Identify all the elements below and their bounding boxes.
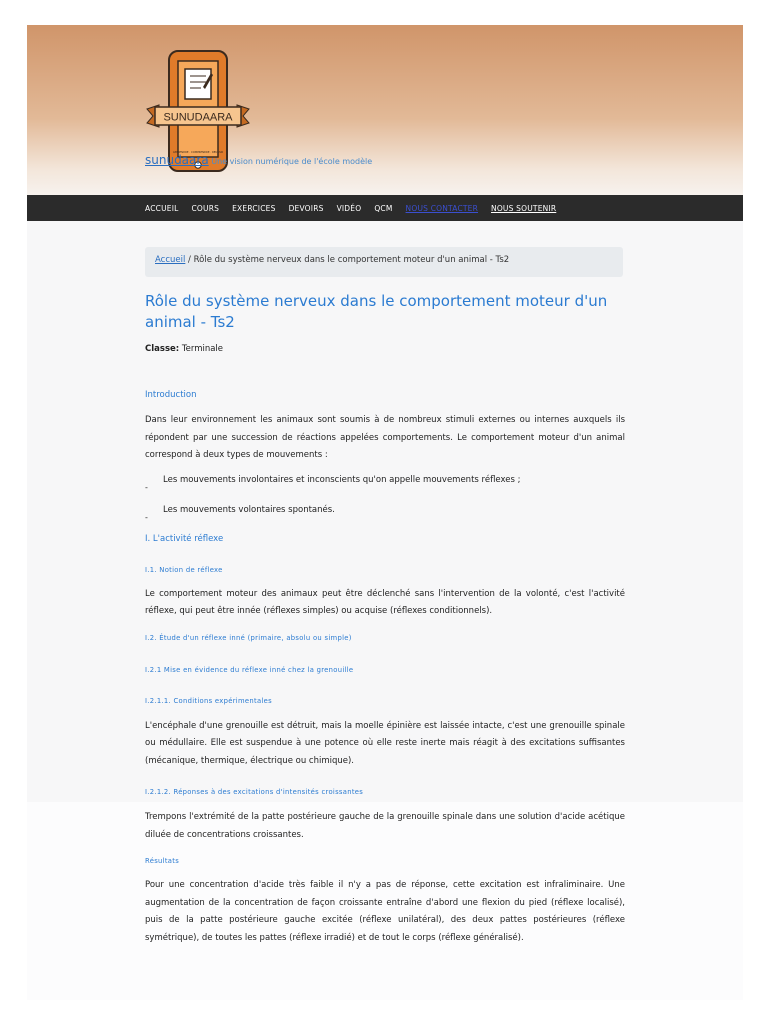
main-content bbox=[145, 247, 625, 947]
page bbox=[27, 25, 743, 1000]
bullet-text: Les mouvements volontaires spontanés. bbox=[163, 504, 335, 515]
classe-value: Terminale bbox=[179, 344, 224, 354]
breadcrumb-separator: / bbox=[185, 255, 194, 265]
classe-label: Classe: bbox=[145, 344, 180, 354]
nav-item-nous-contacter[interactable]: NOUS CONTACTER bbox=[405, 203, 479, 213]
list-item bbox=[145, 503, 625, 522]
nav-item-qcm[interactable]: QCM bbox=[374, 203, 393, 213]
section-heading-etude-reflexe-inne: I.2. Étude d'un réflexe inné (primaire, absolu ou simple) bbox=[145, 633, 352, 642]
section-heading-notion-reflexe: I.1. Notion de réflexe bbox=[145, 565, 223, 574]
nav-item-exercices[interactable]: EXERCICES bbox=[232, 203, 276, 213]
intro-paragraph: Dans leur environnement les animaux sont soumis à de nombreux stimuli externes ou internes auxquels ils répondent par une succession de réactions appelées comportements. Le comportement moteur d'un animal correspond à deux types de mouvements : bbox=[145, 415, 625, 460]
main-nav bbox=[27, 195, 743, 221]
intro-heading: Introduction bbox=[145, 390, 197, 400]
section-heading-activite-reflexe: I. L'activité réflexe bbox=[145, 533, 224, 544]
breadcrumb-current: Rôle du système nerveux dans le comportement moteur d'un animal - Ts2 bbox=[193, 255, 510, 265]
site-header bbox=[27, 25, 743, 195]
list-item bbox=[145, 473, 625, 492]
notion-reflexe-paragraph: Le comportement moteur des animaux peut être déclenché sans l'intervention de la volonté, c'est l'activité réflexe, qui peut être innée (réflexes simples) ou acquise (réflexes conditionnels). bbox=[145, 588, 625, 616]
bullet-dash: - bbox=[145, 512, 148, 522]
section-heading-resultats: Résultats bbox=[145, 857, 180, 865]
page-title: Rôle du système nerveux dans le comportement moteur d'un animal - Ts2 bbox=[145, 292, 608, 331]
logo-text: SUNUDAARA bbox=[163, 111, 233, 124]
classe-line bbox=[145, 344, 625, 354]
nav-item-cours[interactable]: COURS bbox=[191, 203, 220, 213]
nav-item-video[interactable]: VIDÉO bbox=[336, 203, 362, 213]
breadcrumb bbox=[145, 247, 623, 277]
site-name-link[interactable]: sunudaara bbox=[145, 153, 209, 167]
section-heading-mise-en-evidence: I.2.1 Mise en évidence du réflexe inné chez la grenouille bbox=[145, 665, 354, 674]
bullet-dash: - bbox=[145, 482, 148, 492]
nav-item-nous-soutenir[interactable]: NOUS SOUTENIR bbox=[491, 203, 557, 213]
breadcrumb-home-link[interactable]: Accueil bbox=[155, 255, 186, 265]
section-heading-reponses: I.2.1.2. Réponses à des excitations d'intensités croissantes bbox=[145, 788, 364, 796]
section-heading-conditions: I.2.1.1. Conditions expérimentales bbox=[145, 696, 272, 705]
resultats-paragraph: Pour une concentration d'acide très faible il n'y a pas de réponse, cette excitation est infraliminaire. Une augmentation de la concentration de façon croissante entraîne d'abord une flexion du pied (réflexe localisé), puis de la patte postérieure gauche excitée (réflexe unilatéral), des deux pattes postérieures (réflexe symétrique), de toutes les pattes (réflexe irradié) et de tout le corps (réflexe généralisé). bbox=[145, 880, 625, 943]
nav-item-accueil[interactable]: ACCUEIL bbox=[145, 203, 179, 213]
bullet-text: Les mouvements involontaires et inconscients qu'on appelle mouvements réflexes ; bbox=[163, 474, 521, 485]
site-tagline: Une vision numérique de l'école modèle bbox=[208, 157, 373, 166]
nav-item-devoirs[interactable]: DEVOIRS bbox=[288, 203, 324, 213]
conditions-paragraph: L'encéphale d'une grenouille est détruit, mais la moelle épinière est laissée intacte, c'est une grenouille spinale ou médullaire. Elle est suspendue à une potence où elle reste inerte mais réagit à des excitations suffisantes (mécanique, thermique, électrique ou chimique). bbox=[145, 720, 625, 766]
site-title bbox=[145, 153, 372, 167]
logo-small-text: APPRENDRE · COMPRENDRE · REUSSIR bbox=[172, 151, 224, 154]
reponses-paragraph: Trempons l'extrémité de la patte postérieure gauche de la grenouille spinale dans une solution d'acide acétique diluée de concentrations croissantes. bbox=[145, 812, 625, 840]
